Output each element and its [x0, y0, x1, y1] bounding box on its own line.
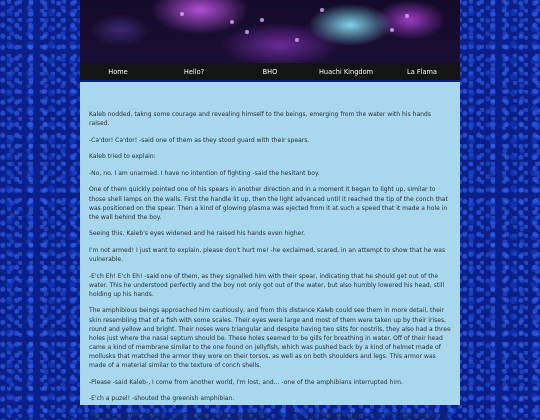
page [80, 0, 460, 419]
paragraph: -Ca'dor! Ca'dor! -said one of them as they stood guard with their spears. [89, 136, 310, 144]
paragraph: The amphibious beings approached him cautiously, and from this distance Kaleb could see them in more detail, their skin resembling that of a fish with some scales. Their eyes were large and most of them were taken up by their irises, round and yellow and bright. Their noses were triangular and despite having two slits for nostrils, they also had a three holes just where the nasal septum should be. These holes seemed to be gills for breathing in water. Off of their head came a kind of membrane similar to the one found on jellyfish, which was pushed back by a kind of helmet made of mollusks that matched the armor they wore on their torsos, as well as on both shoulders and legs. This armor was made of a material similar to the texture of conch shells. [89, 307, 451, 369]
paragraph: One of them quickly pointed one of his spears in another direction and in a moment it began to light up, similar to those shell lamps on the walls. First the handle lit up, then the light advanced until it reached the tip of the conch that was positioned on the spear. Then a kind of glowing plasma was ejected from it at such a speed that it made a hole in the wall behind the boy. [89, 186, 448, 221]
paragraph: -E'ch a puzel! -shouted the greenish amphibian. [89, 395, 235, 403]
nav-item-hello[interactable]: Hello? [183, 67, 205, 76]
nav-item-huachi-kingdom[interactable]: Huachi Kingdom [318, 67, 374, 76]
paragraph: Seeing this, Kaleb's eyes widened and he raised his hands even higher. [89, 230, 306, 238]
paragraph: Kaleb nodded, takng some courage and revealing himself to the beings, emerging from the water with his hands raised. [89, 111, 432, 128]
paragraph: -No, no. I am unarmed. I have no intention of fighting -said the hesitant boy. [89, 169, 320, 177]
paragraph: I'm not armed! I just want to explain, please don't hurt me! -he exclaimed, scared, in an attempt to show that he was vulnerable. [89, 246, 446, 264]
paragraph: Hearing this, the strange backpack they were wearing began to move, revealing that these were really the tentacles of [89, 411, 451, 419]
story-content [80, 82, 460, 419]
coral-banner-image [80, 0, 460, 63]
paragraph: -E'ch Eh! E'ch Eh! -said one of them, as they signalled him with their spear, indicating that he should get out of the water. This he understood perfectly and the boy not only got out of the water, but also humbly lowered his head, still holding up his hands. [89, 272, 445, 298]
nav-item-home[interactable]: Home [108, 67, 128, 76]
nav-item-la-flama[interactable]: La Flama [407, 67, 437, 76]
paragraph: -Please -said Kaleb-, I come from another world, I'm lost, and... -one of the amphibians interrupted him. [89, 378, 403, 386]
main-nav [80, 63, 460, 80]
paragraph: Kaleb tried to explain: [89, 153, 156, 161]
nav-item-bho[interactable]: BHO [262, 67, 278, 76]
